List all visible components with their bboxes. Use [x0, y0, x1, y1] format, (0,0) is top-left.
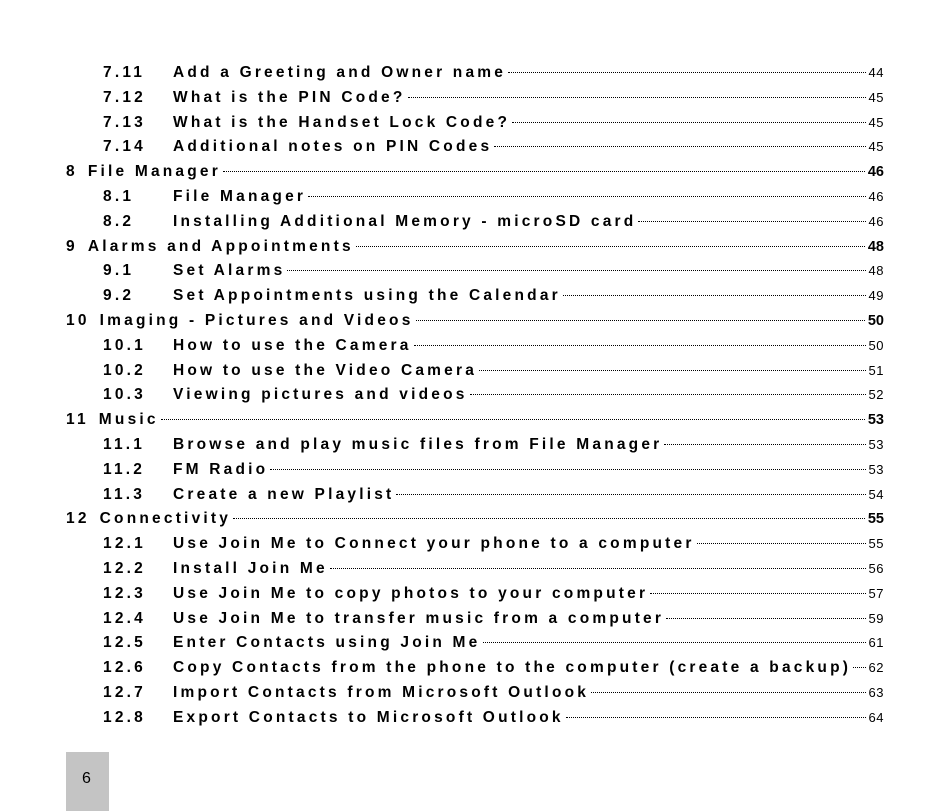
toc-entry-page: 50	[868, 337, 884, 353]
toc-entry-number: 12.2	[103, 559, 146, 577]
toc-entry-page: 45	[868, 89, 884, 105]
toc-entry-page: 62	[868, 660, 884, 676]
dot-leader	[566, 717, 866, 718]
toc-section-entry[interactable]	[66, 188, 884, 213]
toc-entry-page: 54	[868, 486, 884, 502]
toc-section-entry[interactable]	[66, 585, 884, 610]
toc-entry-number: 12.5	[103, 634, 146, 652]
toc-entry-title: Use Join Me to Connect your phone to a computer	[173, 535, 695, 553]
toc-entry-page: 61	[868, 635, 884, 651]
toc-chapter-entry[interactable]	[66, 163, 884, 188]
toc-entry-page: 46	[867, 164, 884, 181]
toc-entry-number: 11.3	[103, 485, 146, 503]
toc-entry-page: 56	[868, 560, 884, 576]
toc-entry-title: File Manager	[87, 163, 221, 181]
toc-section-entry[interactable]	[66, 560, 884, 585]
toc-entry-number: 9.2	[103, 287, 135, 305]
toc-section-entry[interactable]	[66, 709, 884, 734]
toc-entry-number: 9	[66, 237, 78, 255]
toc-section-entry[interactable]	[66, 213, 884, 238]
toc-section-entry[interactable]	[66, 610, 884, 635]
toc-entry-title: FM Radio	[173, 460, 269, 478]
toc-chapter-entry[interactable]	[66, 312, 884, 337]
dot-leader	[233, 518, 865, 519]
toc-entry-title: Export Contacts to Microsoft Outlook	[173, 708, 564, 726]
dot-leader	[483, 642, 866, 643]
toc-entry-title: Installing Additional Memory - microSD card	[173, 212, 637, 230]
toc-entry-title: Alarms and Appointments	[87, 237, 354, 255]
dot-leader	[396, 494, 865, 495]
dot-leader	[563, 295, 866, 296]
toc-entry-title: What is the Handset Lock Code?	[173, 113, 511, 131]
dot-leader	[223, 171, 865, 172]
toc-entry-number: 12.8	[103, 708, 146, 726]
page-number: 6	[82, 770, 91, 787]
toc-entry-title: Set Appointments using the Calendar	[173, 287, 561, 305]
toc-entry-title: Browse and play music files from File Manager	[173, 435, 663, 453]
dot-leader	[508, 72, 865, 73]
dot-leader	[650, 593, 865, 594]
toc-entry-title: Imaging - Pictures and Videos	[99, 311, 414, 329]
toc-entry-page: 48	[867, 238, 884, 255]
dot-leader	[494, 146, 865, 147]
toc-entry-number: 12.4	[103, 609, 146, 627]
toc-entry-page: 63	[868, 684, 884, 700]
toc-entry-title: Add a Greeting and Owner name	[173, 64, 507, 81]
toc-entry-title: File Manager	[173, 187, 307, 205]
toc-section-entry[interactable]	[66, 114, 884, 139]
toc-section-entry[interactable]	[66, 89, 884, 114]
toc-entry-title: How to use the Video Camera	[173, 361, 478, 379]
toc-entry-title: Connectivity	[99, 510, 232, 528]
dot-leader	[408, 97, 866, 98]
table-of-contents	[66, 64, 884, 734]
toc-entry-page: 53	[868, 436, 884, 452]
dot-leader	[287, 270, 865, 271]
toc-entry-page: 53	[867, 412, 884, 429]
toc-entry-number: 7.12	[103, 88, 146, 106]
toc-entry-title: Copy Contacts from the phone to the computer (create a backup)	[173, 659, 852, 677]
dot-leader	[356, 246, 865, 247]
toc-entry-number: 11	[66, 411, 89, 429]
dot-leader	[853, 667, 865, 668]
toc-entry-page: 53	[868, 461, 884, 477]
toc-entry-page: 45	[868, 114, 884, 130]
toc-entry-page: 52	[868, 387, 884, 403]
dot-leader	[270, 469, 865, 470]
dot-leader	[330, 568, 866, 569]
dot-leader	[638, 221, 865, 222]
toc-entry-title: Viewing pictures and videos	[173, 386, 468, 404]
toc-section-entry[interactable]	[66, 386, 884, 411]
toc-entry-number: 12.7	[103, 683, 146, 701]
toc-entry-number: 10	[66, 311, 90, 329]
toc-entry-page: 50	[867, 312, 884, 329]
dot-leader	[697, 543, 866, 544]
toc-entry-page: 59	[868, 610, 884, 626]
dot-leader	[664, 444, 865, 445]
toc-entry-number: 8	[66, 163, 78, 181]
dot-leader	[591, 692, 865, 693]
toc-entry-title: Set Alarms	[173, 262, 286, 280]
toc-entry-page: 46	[868, 213, 884, 229]
page-number-box	[66, 752, 109, 811]
toc-section-entry[interactable]	[66, 684, 884, 709]
toc-section-entry[interactable]	[66, 436, 884, 461]
toc-entry-number: 7.14	[103, 138, 146, 156]
toc-entry-title: Install Join Me	[173, 559, 328, 577]
toc-entry-title: Music	[98, 411, 159, 429]
toc-entry-title: Use Join Me to copy photos to your computer	[173, 584, 649, 602]
toc-entry-page: 49	[868, 288, 884, 304]
toc-entry-page: 44	[868, 65, 884, 80]
toc-entry-title: Import Contacts from Microsoft Outlook	[173, 683, 590, 701]
toc-section-entry[interactable]	[66, 659, 884, 684]
toc-entry-title: Use Join Me to transfer music from a computer	[173, 609, 665, 627]
toc-section-entry[interactable]	[66, 535, 884, 560]
toc-section-entry[interactable]	[66, 64, 884, 89]
toc-chapter-entry[interactable]	[66, 238, 884, 263]
toc-section-entry[interactable]	[66, 634, 884, 659]
dot-leader	[666, 618, 865, 619]
toc-section-entry[interactable]	[66, 362, 884, 387]
toc-section-entry[interactable]	[66, 486, 884, 511]
toc-entry-number: 11.1	[103, 435, 146, 453]
toc-section-entry[interactable]	[66, 287, 884, 312]
dot-leader	[308, 196, 865, 197]
toc-section-entry[interactable]	[66, 461, 884, 486]
toc-section-entry[interactable]	[66, 337, 884, 362]
toc-entry-number: 12	[66, 510, 90, 528]
dot-leader	[414, 345, 866, 346]
toc-entry-page: 64	[868, 709, 884, 725]
toc-entry-page: 57	[868, 585, 884, 601]
toc-entry-page: 46	[868, 188, 884, 204]
toc-entry-number: 10.1	[103, 336, 146, 354]
dot-leader	[416, 320, 865, 321]
toc-entry-number: 7.11	[103, 64, 146, 81]
toc-entry-number: 12.3	[103, 584, 146, 602]
toc-entry-page: 55	[868, 536, 884, 552]
toc-entry-page: 55	[867, 511, 884, 528]
toc-entry-number: 8.1	[103, 187, 135, 205]
toc-entry-title: Enter Contacts using Join Me	[173, 634, 481, 652]
toc-entry-number: 10.2	[103, 361, 146, 379]
toc-entry-number: 7.13	[103, 113, 146, 131]
toc-entry-page: 45	[868, 139, 884, 155]
toc-entry-number: 10.3	[103, 386, 146, 404]
toc-entry-number: 12.1	[103, 535, 146, 553]
dot-leader	[470, 394, 866, 395]
toc-section-entry[interactable]	[66, 262, 884, 287]
toc-entry-title: Create a new Playlist	[173, 485, 395, 503]
toc-entry-number: 9.1	[103, 262, 135, 280]
toc-entry-number: 11.2	[103, 460, 146, 478]
dot-leader	[479, 370, 866, 371]
toc-entry-title: Additional notes on PIN Codes	[173, 138, 493, 156]
toc-chapter-entry[interactable]	[66, 411, 884, 436]
toc-entry-title: How to use the Camera	[173, 336, 412, 354]
toc-section-entry[interactable]	[66, 138, 884, 163]
toc-entry-number: 8.2	[103, 212, 135, 230]
toc-chapter-entry[interactable]	[66, 510, 884, 535]
dot-leader	[512, 122, 865, 123]
dot-leader	[161, 419, 865, 420]
toc-entry-page: 48	[868, 263, 884, 279]
toc-entry-title: What is the PIN Code?	[173, 88, 406, 106]
toc-entry-page: 51	[868, 362, 884, 378]
toc-entry-number: 12.6	[103, 659, 146, 677]
